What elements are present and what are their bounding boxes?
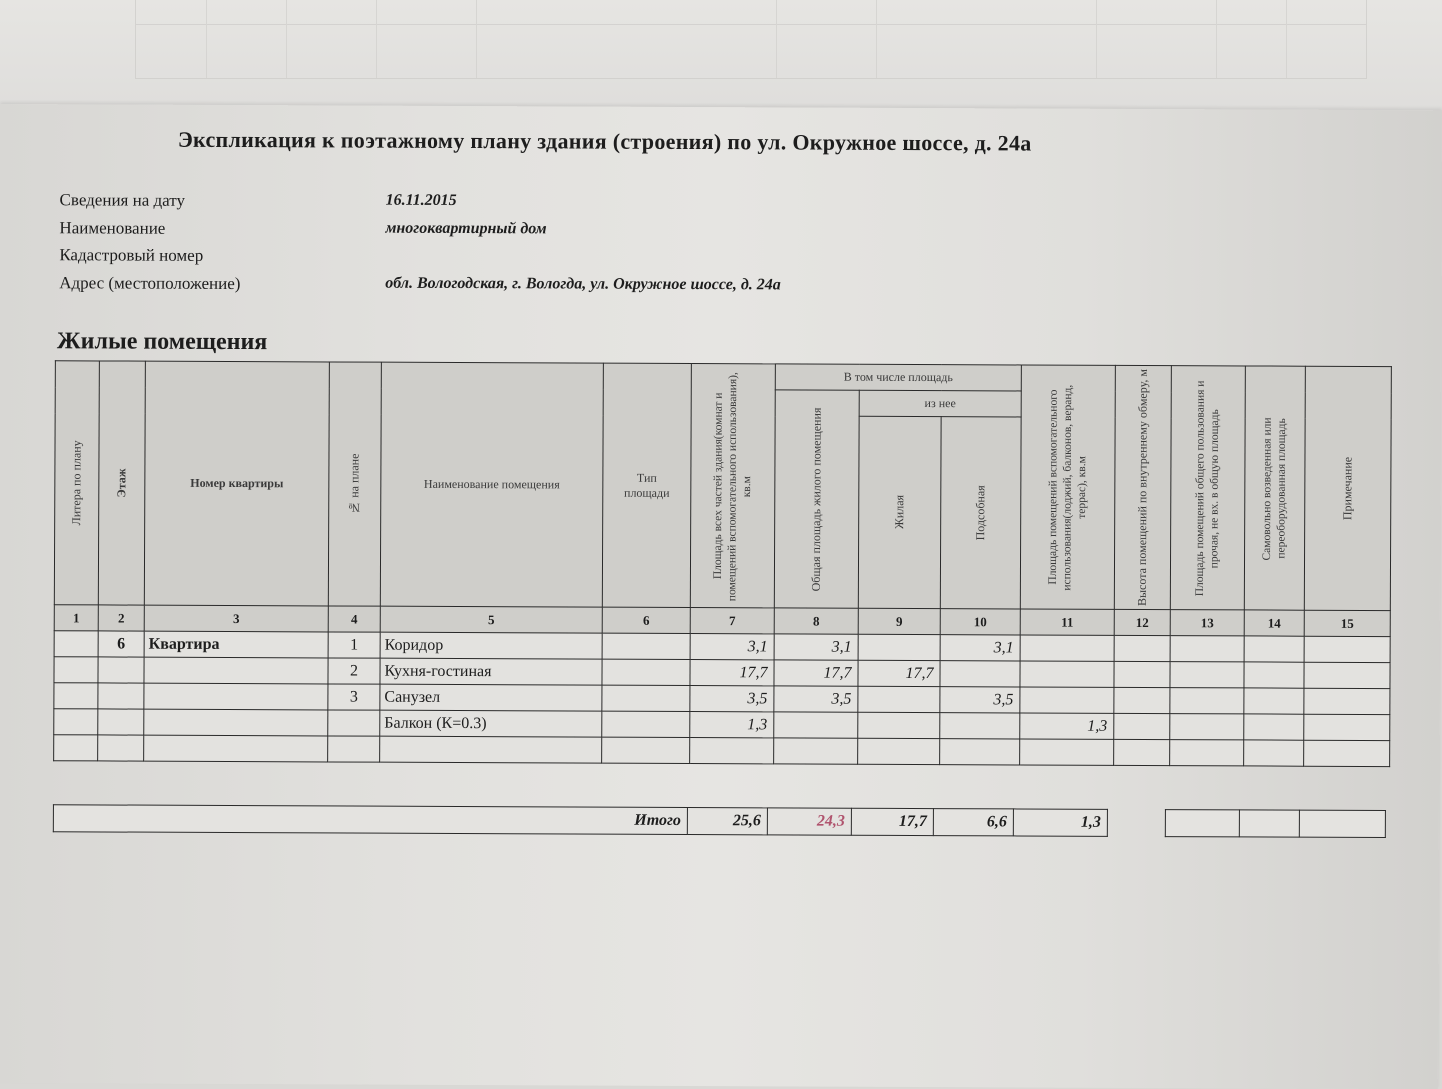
column-number: 7	[690, 608, 774, 634]
header-room-name: Наименование помещения	[380, 362, 603, 607]
table-row	[54, 735, 1390, 767]
header-area-type: Тип площади	[602, 363, 691, 607]
cell-living-premises-area: 17,7	[774, 660, 858, 686]
cell-common-area	[1170, 636, 1244, 662]
cell-living-premises-area	[774, 738, 858, 764]
cell-common-area	[1170, 688, 1244, 714]
cell-room-name: Санузел	[380, 684, 602, 711]
totals-unauthorized-area	[1239, 810, 1299, 837]
cell-auxiliary	[1020, 739, 1114, 765]
cell-apartment	[144, 657, 328, 684]
header-common-area: Площадь помещений общего пользования и прочая, не вх. в общую площадь	[1170, 366, 1245, 610]
cell-note	[1304, 636, 1390, 662]
cell-area-type	[602, 711, 690, 737]
info-label: Сведения на дату	[60, 190, 185, 211]
totals-auxiliary: 1,3	[1013, 809, 1107, 836]
cell-auxiliary	[1020, 635, 1114, 661]
header-litera: Литера по плану	[54, 361, 99, 605]
cell-area-type	[602, 633, 690, 659]
totals-utility: 6,6	[933, 809, 1013, 836]
column-number: 10	[940, 609, 1020, 635]
header-subgroup-of-which: из нее	[859, 390, 1021, 417]
cell-total-area: 3,5	[690, 686, 774, 712]
header-living-premises-area: Общая площадь жилого помещения	[774, 390, 859, 608]
column-number: 8	[774, 608, 858, 634]
cell-note	[1304, 662, 1390, 688]
column-number: 1	[54, 605, 98, 631]
info-label: Кадастровый номер	[59, 245, 203, 266]
document-page	[0, 104, 1442, 1089]
cell-note	[1304, 714, 1390, 740]
cell-common-area	[1170, 740, 1244, 766]
column-number: 9	[858, 608, 940, 634]
column-number: 14	[1244, 610, 1304, 636]
cell-area-type	[602, 737, 690, 763]
totals-total-area: 25,6	[687, 808, 767, 835]
cell-living	[858, 686, 940, 712]
cell-floor	[98, 657, 144, 683]
header-total-area: Площадь всех частей здания(комнат и помещений вспомогательного использования), кв.м	[690, 364, 775, 608]
cell-total-area: 17,7	[690, 660, 774, 686]
cell-common-area	[1170, 662, 1244, 688]
cell-plan-number	[328, 736, 380, 762]
cell-area-type	[602, 659, 690, 685]
cell-total-area: 1,3	[690, 712, 774, 738]
header-floor: Этаж	[98, 361, 145, 605]
totals-row	[53, 805, 1107, 837]
cell-height	[1114, 661, 1170, 687]
cell-height	[1114, 635, 1170, 661]
header-height: Высота помещений по внутреннему обмеру, м	[1114, 365, 1171, 609]
totals-label: Итого	[53, 805, 687, 835]
cell-plan-number	[328, 710, 380, 736]
cell-litera	[54, 709, 98, 735]
column-number: 5	[380, 606, 602, 633]
cell-total-area: 3,1	[690, 634, 774, 660]
cell-auxiliary	[1020, 661, 1114, 687]
cell-living	[858, 712, 940, 738]
info-label: Адрес (местоположение)	[59, 273, 240, 294]
cell-height	[1114, 713, 1170, 739]
column-number: 13	[1170, 610, 1244, 636]
cell-apartment: Квартира	[144, 631, 328, 658]
totals-note	[1299, 810, 1385, 837]
cell-floor	[98, 735, 144, 761]
header-note: Примечание	[1304, 366, 1391, 610]
totals-common-area	[1165, 810, 1239, 837]
cell-living	[858, 738, 940, 764]
background-sheet	[0, 0, 1442, 118]
info-value: обл. Вологодская, г. Вологда, ул. Окружное шоссе, д. 24а	[385, 274, 781, 294]
cell-floor	[98, 709, 144, 735]
cell-litera	[54, 683, 98, 709]
cell-apartment	[144, 709, 328, 736]
info-value: многоквартирный дом	[385, 219, 546, 238]
header-unauthorized-area: Самовольно возведенная или переоборудованная площадь	[1244, 366, 1305, 610]
cell-note	[1304, 688, 1390, 714]
column-number: 2	[98, 605, 144, 631]
column-number: 11	[1020, 609, 1114, 635]
cell-living-premises-area	[774, 712, 858, 738]
cell-apartment	[144, 683, 328, 710]
section-title: Жилые помещения	[57, 328, 267, 356]
header-living: Жилая	[858, 416, 941, 608]
column-number: 3	[144, 605, 328, 632]
cell-unauthorized-area	[1244, 688, 1304, 714]
header-group-including: В том числе площадь	[775, 364, 1021, 391]
cell-utility	[940, 661, 1020, 687]
cell-height	[1114, 739, 1170, 765]
cell-room-name: Кухня-гостиная	[380, 658, 602, 685]
cell-utility	[940, 713, 1020, 739]
header-auxiliary-area: Площадь помещений вспомогательного использования(лоджий, балконов, веранд, террас), кв.м	[1020, 365, 1115, 609]
cell-auxiliary	[1020, 687, 1114, 713]
cell-unauthorized-area	[1244, 636, 1304, 662]
cell-living	[858, 634, 940, 660]
cell-room-name: Балкон (К=0.3)	[380, 710, 602, 737]
cell-area-type	[602, 685, 690, 711]
document-title: Экспликация к поэтажному плану здания (строения) по ул. Окружное шоссе, д. 24а	[178, 127, 1288, 158]
cell-litera	[54, 735, 98, 761]
info-value: 16.11.2015	[386, 192, 457, 210]
cell-room-name: Коридор	[380, 632, 602, 659]
background-table-ghost	[135, 0, 1367, 79]
column-number: 15	[1304, 610, 1390, 636]
info-label: Наименование	[59, 218, 165, 238]
cell-utility: 3,1	[940, 635, 1020, 661]
cell-unauthorized-area	[1244, 740, 1304, 766]
cell-unauthorized-area	[1244, 714, 1304, 740]
totals-living: 17,7	[851, 808, 933, 835]
cell-plan-number: 3	[328, 684, 380, 710]
cell-litera	[54, 657, 98, 683]
cell-utility	[940, 739, 1020, 765]
cell-height	[1114, 687, 1170, 713]
cell-living-premises-area: 3,1	[774, 634, 858, 660]
cell-total-area	[690, 738, 774, 764]
cell-note	[1304, 740, 1390, 766]
cell-unauthorized-area	[1244, 662, 1304, 688]
column-number: 6	[602, 607, 690, 633]
cell-floor	[98, 683, 144, 709]
cell-room-name	[380, 736, 602, 763]
header-utility: Подсобная	[940, 417, 1021, 609]
totals-living-premises-area: 24,3	[767, 808, 851, 835]
header-apartment-number: Номер квартиры	[144, 361, 329, 606]
cell-living-premises-area: 3,5	[774, 686, 858, 712]
column-number: 4	[328, 606, 380, 632]
totals-table	[53, 804, 1108, 837]
cell-floor: 6	[98, 631, 144, 657]
cell-plan-number: 2	[328, 658, 380, 684]
cell-utility: 3,5	[940, 687, 1020, 713]
cell-plan-number: 1	[328, 632, 380, 658]
explication-table	[53, 360, 1392, 767]
column-number: 12	[1114, 609, 1170, 635]
cell-litera	[54, 631, 98, 657]
cell-living: 17,7	[858, 660, 940, 686]
cell-auxiliary: 1,3	[1020, 713, 1114, 739]
cell-apartment	[144, 735, 328, 762]
header-plan-number: № на плане	[328, 362, 381, 606]
cell-common-area	[1170, 714, 1244, 740]
totals-extra-cells	[1165, 809, 1386, 838]
